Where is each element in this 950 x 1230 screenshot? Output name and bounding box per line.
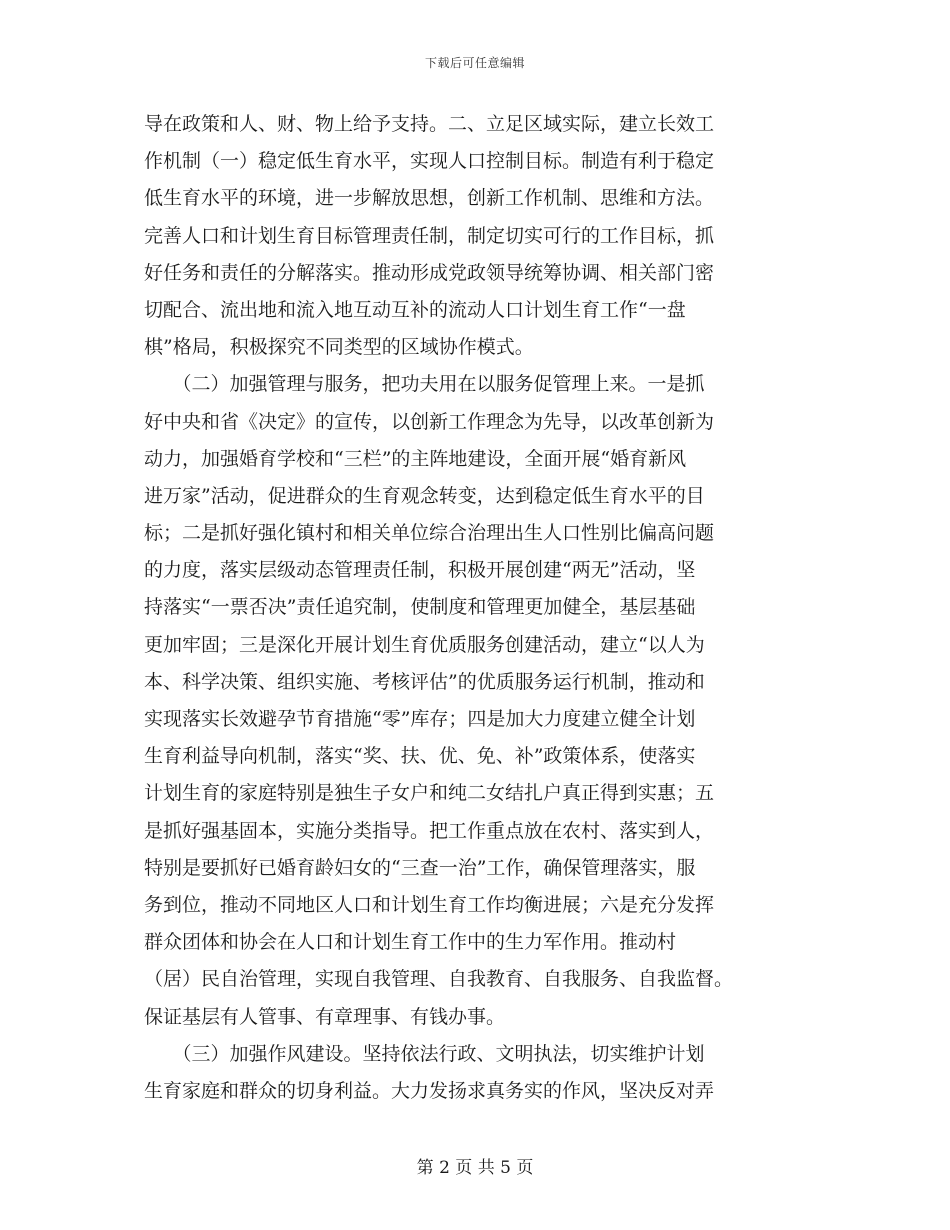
text-line: 完善人口和计划生育目标管理责任制，制定切实可行的工作目标，抓: [144, 224, 715, 247]
text-line: 动力，加强婚育学校和“三栏”的主阵地建设，全面开展“婚育新风: [144, 447, 687, 470]
page-header: 下载后可任意编辑: [424, 56, 525, 70]
text-line: 切配合、流出地和流入地互动互补的流动人口计划生育工作“一盘: [144, 298, 686, 321]
text-line: （二）加强管理与服务，把功夫用在以服务促管理上来。一是抓: [144, 373, 705, 396]
text-line: 作机制（一）稳定低生育水平，实现人口控制目标。制造有利于稳定: [144, 150, 715, 173]
text-line: 实现落实长效避孕节育措施“零”库存；四是加大力度建立健全计划: [144, 708, 696, 730]
text-line: 生育家庭和群众的切身利益。大力发扬求真务实的作风，坚决反对弄: [144, 1079, 715, 1102]
text-line: （三）加强作风建设。坚持依法行政、文明执法，切实维护计划: [144, 1042, 705, 1065]
text-line: 计划生育的家庭特别是独生子女户和纯二女结扎户真正得到实惠；五: [144, 782, 715, 805]
text-line: 群众团体和协会在人口和计划生育工作中的生力军作用。推动村: [144, 931, 677, 954]
text-line: 导在政策和人、财、物上给予支持。二、立足区域实际，建立长效工: [144, 113, 715, 135]
text-line: 的力度，落实层级动态管理责任制，积极开展创建“两无”活动，坚: [144, 559, 696, 582]
body-text: [144, 106, 809, 1110]
page-footer: 第 2 页 共 5 页: [416, 1158, 534, 1178]
text-line: 进万家”活动，促进群众的生育观念转变，达到稳定低生育水平的目: [144, 484, 705, 507]
text-line: 低生育水平的环境，进一步解放思想，创新工作机制、思维和方法。: [144, 187, 715, 210]
text-line: 保证基层有人管事、有章理事、有钱办事。: [144, 1005, 506, 1028]
text-line: （居）民自治管理，实现自我管理、自我教育、自我服务、自我监督。: [144, 968, 734, 991]
text-line: 棋”格局，积极探究不同类型的区域协作模式。: [144, 336, 534, 359]
text-line: 本、科学决策、组织实施、考核评估”的优质服务运行机制，推动和: [144, 670, 705, 693]
text-line: 特别是要抓好已婚育龄妇女的“三查一治”工作，确保管理落实，服: [144, 856, 696, 879]
text-line: 务到位，推动不同地区人口和计划生育工作均衡进展；六是充分发挥: [144, 893, 715, 916]
text-line: 好任务和责任的分解落实。推动形成党政领导统筹协调、相关部门密: [144, 261, 715, 284]
text-line: 更加牢固；三是深化开展计划生育优质服务创建活动，建立“以人为: [144, 633, 705, 656]
text-line: 持落实“一票否决”责任追究制，使制度和管理更加健全，基层基础: [144, 596, 696, 619]
text-line: 生育利益导向机制，落实“奖、扶、优、免、补”政策体系，使落实: [144, 745, 696, 768]
text-line: 是抓好强基固本，实施分类指导。把工作重点放在农村、落实到人，: [144, 819, 715, 842]
text-line: 标；二是抓好强化镇村和相关单位综合治理出生人口性别比偏高问题: [144, 522, 715, 545]
text-line: 好中央和省《决定》的宣传，以创新工作理念为先导，以改革创新为: [144, 410, 715, 433]
